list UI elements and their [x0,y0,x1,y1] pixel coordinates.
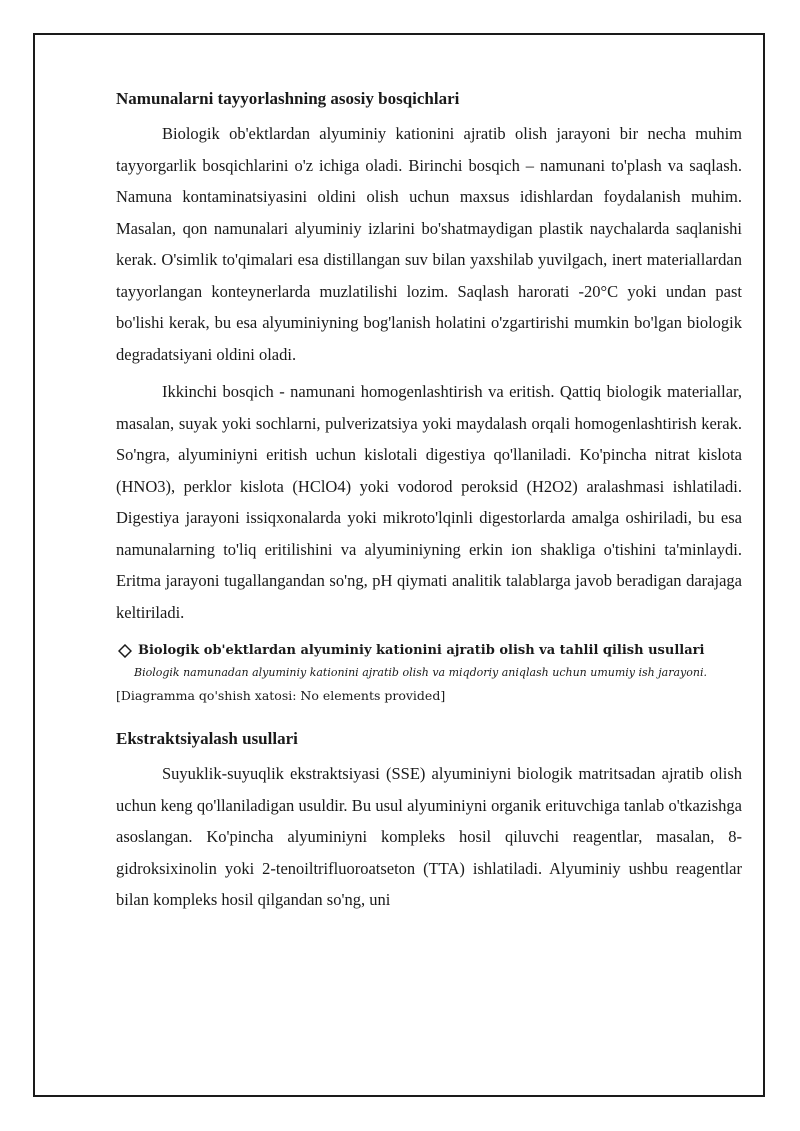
diagram-title-text: Biologik ob'ektlardan alyuminiy kationini ajratib olish va tahlil qilish usullari [138,643,705,658]
document-body [116,84,742,922]
diamond-outline-icon [118,644,132,658]
paragraph-stage-two: Ikkinchi bosqich - namunani homogenlashtirish va eritish. Qattiq biologik materiallar, masalan, suyak yoki sochlarni, pulverizatsiya yoki maydalash orqali homogenlashtirish kerak. So'ngra, alyuminiyni eritish uchun kislotali digestiya qo'llaniladi. Ko'pincha nitrat kislota (HNO3), perklor kislota (HClO4) yoki vodorod peroksid (H2O2) aralashmasi ishlatiladi. Digestiya jarayoni issiqxonalarda yoki mikroto'lqinli digestorlarda amalga oshiriladi, bu esa namunalarning to'liq eritilishini va alyuminiyning erkin ion shakliga o'tishini ta'minlaydi. Eritma jarayoni tugallangandan so'ng, pH qiymati analitik talablarga javob beradigan darajaga keltiriladi. [116,382,742,622]
diagram-block [116,640,742,708]
diagram-caption: Biologik namunadan alyuminiy kationini ajratib olish va miqdoriy aniqlash uchun umumiy ish jarayoni. [134,666,707,679]
paragraph-extraction: Suyuklik-suyuqlik ekstraktsiyasi (SSE) alyuminiyni biologik matritsadan ajratib olish uchun keng qo'llaniladigan usuldir. Bu usul alyuminiyni organik erituvchiga tanlab o'tkazishga asoslangan. Ko'pincha alyuminiyni kompleks hosil qiluvchi reagentlar, masalan, 8-gidroksixinolin yoki 2-tenoiltrifluoroatseton (TTA) ishlatiladi. Alyuminiy ushbu reagentlar bilan kompleks hosil qilgandan so'ng, uni [116,764,742,909]
diagram-title [116,640,742,662]
paragraph-stage-one: Biologik ob'ektlardan alyuminiy kationini ajratib olish jarayoni bir necha muhim tayyorgarlik bosqichlarini o'z ichiga oladi. Birinchi bosqich – namunani to'plash va saqlash. Namuna kontaminatsiyasini oldini olish uchun maxsus idishlardan foydalanish muhim. Masalan, qon namunalari alyuminiy izlarini bo'shatmaydigan plastik naychalarda saqlanishi kerak. O'simlik to'qimalari esa distillangan suv bilan yaxshilab yuvilgach, inert materiallardan tayyorlangan konteynerlarda muzlatilishi lozim. Saqlash harorati -20°C yoki undan past bo'lishi kerak, bu esa alyuminiyning bog'lanish holatini o'zgartirishi mumkin bo'lgan biologik degradatsiyani oldini oladi. [116,124,742,364]
diagram-error-message: [Diagramma qo'shish xatosi: No elements provided] [116,688,446,703]
section-heading-preparation: Namunalarni tayyorlashning asosiy bosqichlari [116,89,460,108]
section-heading-extraction: Ekstraktsiyalash usullari [116,729,298,748]
